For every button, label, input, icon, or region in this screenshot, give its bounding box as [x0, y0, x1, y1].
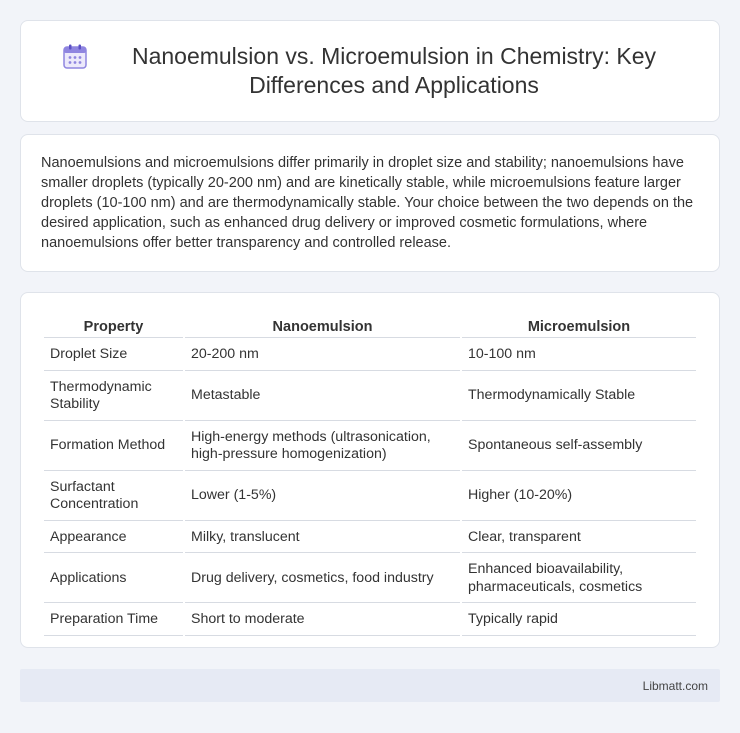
cell-microemulsion: Higher (10-20%) — [462, 473, 696, 521]
summary-paragraph: Nanoemulsions and microemulsions differ primarily in droplet size and stability; nanoemulsions have smaller droplets (typically 20-200 nm) and are kinetically stable, while microemulsions feature larger droplets (10-100 nm) and are thermodynamically stable. Your choice between the two depends on the desired application, such as enhanced drug delivery or improved cosmetic formulations, where nanoemulsions offer better transparency and controlled release. — [41, 155, 694, 251]
table-row — [44, 373, 696, 421]
cell-microemulsion: Thermodynamically Stable — [462, 373, 696, 421]
cell-property: Preparation Time — [44, 605, 183, 636]
table-row — [44, 340, 696, 371]
cell-microemulsion: Clear, transparent — [462, 523, 696, 554]
cell-microemulsion: Enhanced bioavailability, pharmaceuticals, cosmetics — [462, 555, 696, 603]
cell-nanoemulsion: High-energy methods (ultrasonication, high-pressure homogenization) — [185, 423, 460, 471]
cell-nanoemulsion: Milky, translucent — [185, 523, 460, 554]
comparison-table — [42, 313, 698, 638]
table-row — [44, 605, 696, 636]
cell-property: Appearance — [44, 523, 183, 554]
cell-microemulsion: 10-100 nm — [462, 340, 696, 371]
header-card — [20, 20, 720, 122]
footer-bar — [20, 669, 720, 702]
table-row — [44, 473, 696, 521]
cell-property: Thermodynamic Stability — [44, 373, 183, 421]
table-row — [44, 423, 696, 471]
cell-nanoemulsion: Lower (1-5%) — [185, 473, 460, 521]
cell-property: Surfactant Concentration — [44, 473, 183, 521]
page-title: Nanoemulsion vs. Microemulsion in Chemistry: Key Differences and Applications — [131, 43, 657, 98]
cell-property: Formation Method — [44, 423, 183, 471]
table-row — [44, 523, 696, 554]
cell-nanoemulsion: Drug delivery, cosmetics, food industry — [185, 555, 460, 603]
comparison-table-card — [20, 292, 720, 648]
calendar-icon — [61, 43, 89, 71]
header-microemulsion: Microemulsion — [462, 315, 696, 338]
header-nanoemulsion: Nanoemulsion — [185, 315, 460, 338]
footer-site-link[interactable]: Libmatt.com — [642, 678, 708, 693]
cell-nanoemulsion: Metastable — [185, 373, 460, 421]
header-property: Property — [44, 315, 183, 338]
cell-nanoemulsion: 20-200 nm — [185, 340, 460, 371]
summary-card — [20, 134, 720, 272]
table-header-row — [44, 315, 696, 338]
table-row — [44, 555, 696, 603]
cell-microemulsion: Spontaneous self-assembly — [462, 423, 696, 471]
cell-property: Droplet Size — [44, 340, 183, 371]
cell-microemulsion: Typically rapid — [462, 605, 696, 636]
cell-nanoemulsion: Short to moderate — [185, 605, 460, 636]
cell-property: Applications — [44, 555, 183, 603]
